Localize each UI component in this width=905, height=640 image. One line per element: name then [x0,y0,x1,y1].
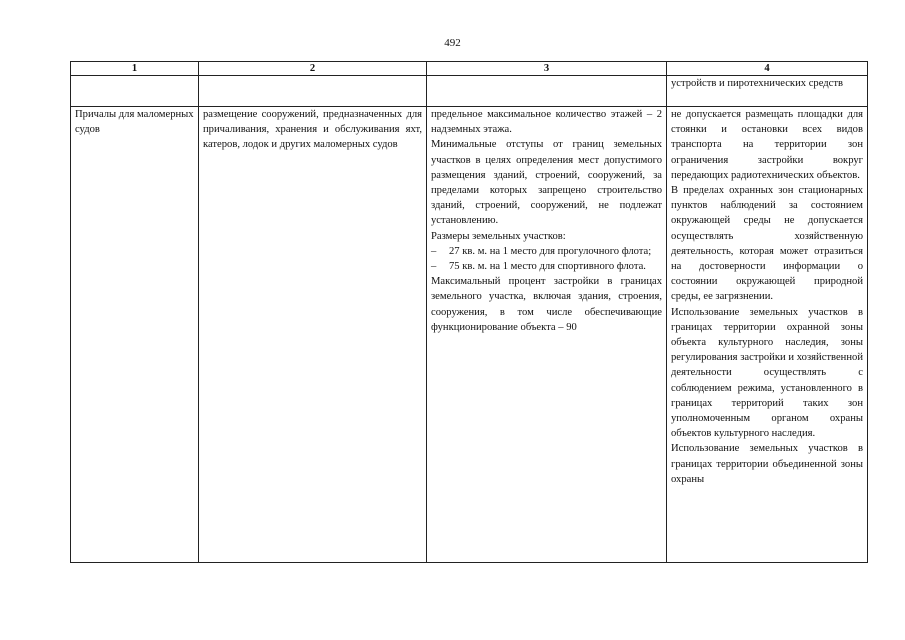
cell-restrictions-continued [667,76,868,107]
header-col-2: 2 [199,62,427,76]
restriction-monitoring: В пределах охранных зон стационарных пунктов наблюдений за состоянием окружающей среды не допускается осуществлять хозяйственную деятельность, которая может отразиться на достоверности информации о состоянии окружающей природной среды, ее загрязнении. [671,185,863,303]
param-size-pleasure: 27 кв. м. на 1 место для прогулочного флота; [449,245,652,257]
cell-restrictions [667,107,868,563]
param-coverage: Максимальный процент застройки в границах земельного участка, включая здания, строения, сооружения, в том числе обеспечивающие функционирование объекта – 90 [431,276,662,333]
dash-bullet: – [431,261,437,273]
page-number: 492 [444,37,461,49]
list-item [431,244,662,259]
table-row-continuation [71,76,868,107]
header-col-4: 4 [667,62,868,76]
param-floors: предельное максимальное количество этажей – 2 надземных этажа. [431,109,662,136]
list-item [431,259,662,274]
restrictions-continued-text: устройств и пиротехнических средств [671,78,843,89]
header-col-1: 1 [71,62,199,76]
param-sizes-title: Размеры земельных участков: [431,230,566,242]
use-description-text: размещение сооружений, предназначенных для причаливания, хранения и обслуживания яхт, катеров, лодок и других маломерных судов [203,109,422,151]
cell-empty-2 [199,76,427,107]
restriction-heritage: Использование земельных участков в границах территории охранной зоны объекта культурного наследия, зоны регулирования застройки и хозяйственной деятельности осуществлять с соблюдением режима, установленного в границах территорий таких зон уполномоченным органом охраны объектов культурного наследия. [671,306,863,440]
cell-parameters [427,107,667,563]
cell-empty-1 [71,76,199,107]
cell-use-description [199,107,427,563]
cell-use-type [71,107,199,563]
restriction-parking: не допускается размещать площадки для стоянки и остановки всех видов транспорта на территории зон ограничения застройки вокруг передающих радиотехнических объектов. [671,109,863,181]
cell-empty-3 [427,76,667,107]
restriction-joint-zone: Использование земельных участков в границах территории объединенной зоны охраны [671,443,863,485]
table-header-row [71,62,868,76]
table-row-main [71,107,868,563]
header-col-3: 3 [427,62,667,76]
regulation-table [70,61,868,563]
param-setbacks: Минимальные отступы от границ земельных участков в целях определения мест допустимого размещения зданий, строений, сооружений, за пределами которых запрещено строительство зданий, строений, сооружений, не подлежат установлению. [431,139,662,227]
param-size-sport: 75 кв. м. на 1 место для спортивного флота. [449,261,646,273]
dash-bullet: – [431,245,437,257]
use-type-text: Причалы для маломерных судов [75,109,194,136]
